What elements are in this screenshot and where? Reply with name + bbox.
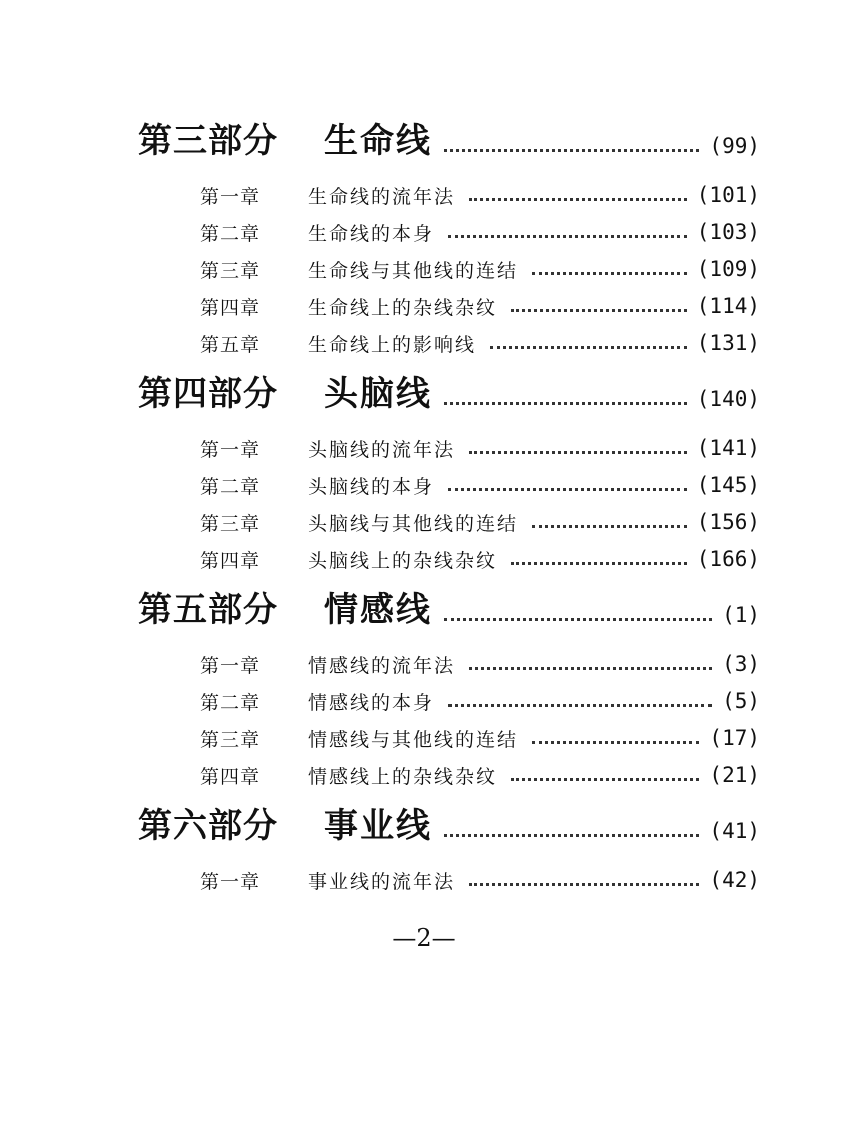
chapter-page-number: (3) (722, 652, 760, 676)
dot-leader (469, 198, 687, 201)
chapter-entry (138, 462, 760, 499)
chapter-label: 第三章 (200, 729, 261, 751)
chapter-page-number: (103) (696, 220, 760, 244)
chapter-entry (138, 499, 760, 536)
chapter-page-number: (156) (696, 510, 760, 534)
dot-leader (469, 883, 699, 886)
chapter-label: 第一章 (200, 655, 261, 677)
chapter-title: 事业线的流年法 (308, 871, 456, 893)
part-heading (138, 363, 760, 415)
part-heading (138, 110, 760, 162)
chapter-entry (138, 536, 760, 573)
part-label: 第三部分 (138, 121, 278, 161)
chapter-entry (138, 172, 760, 209)
chapter-page-number: (145) (696, 473, 760, 497)
chapter-title: 生命线上的影响线 (308, 334, 477, 356)
chapter-label: 第三章 (200, 513, 261, 535)
chapter-title: 情感线与其他线的连结 (308, 729, 519, 751)
chapter-page-number: (114) (696, 294, 760, 318)
dot-leader (532, 525, 687, 528)
chapter-label: 第一章 (200, 871, 261, 893)
dot-leader (511, 309, 687, 312)
chapter-label: 第五章 (200, 334, 261, 356)
part-page-number: (99) (709, 134, 760, 158)
dot-leader (444, 618, 712, 621)
dot-leader (448, 704, 712, 707)
chapter-entry (138, 320, 760, 357)
chapter-entry (138, 857, 760, 894)
part-title: 生命线 (324, 121, 432, 161)
part-page-number: (1) (722, 603, 760, 627)
chapter-label: 第三章 (200, 260, 261, 282)
chapter-entry (138, 283, 760, 320)
chapter-page-number: (101) (696, 183, 760, 207)
dot-leader (444, 834, 699, 837)
chapter-label: 第二章 (200, 692, 261, 714)
dot-leader (511, 562, 687, 565)
chapter-entry (138, 425, 760, 462)
chapter-label: 第四章 (200, 766, 261, 788)
chapter-entry (138, 246, 760, 283)
chapter-page-number: (141) (696, 436, 760, 460)
chapter-title: 情感线上的杂线杂纹 (308, 766, 498, 788)
chapter-title: 生命线上的杂线杂纹 (308, 297, 498, 319)
dot-leader (444, 402, 687, 405)
chapter-entry (138, 752, 760, 789)
dot-leader (448, 488, 687, 491)
chapter-entry (138, 209, 760, 246)
dot-leader (490, 346, 687, 349)
chapter-title: 头脑线上的杂线杂纹 (308, 550, 498, 572)
chapter-label: 第一章 (200, 439, 261, 461)
page-number: —2— (392, 924, 456, 952)
dot-leader (532, 741, 699, 744)
part-title: 情感线 (324, 590, 432, 630)
chapter-page-number: (166) (696, 547, 760, 571)
part-page-number: (140) (696, 387, 760, 411)
dot-leader (469, 451, 687, 454)
chapter-label: 第二章 (200, 476, 261, 498)
chapter-label: 第四章 (200, 297, 261, 319)
chapter-list (138, 641, 760, 789)
chapter-title: 头脑线的本身 (308, 476, 435, 498)
table-of-contents (138, 104, 760, 898)
part-heading (138, 795, 760, 847)
chapter-list (138, 172, 760, 357)
chapter-title: 头脑线的流年法 (308, 439, 456, 461)
part-title: 事业线 (324, 806, 432, 846)
chapter-entry (138, 641, 760, 678)
dot-leader (532, 272, 687, 275)
chapter-page-number: (131) (696, 331, 760, 355)
chapter-title: 情感线的流年法 (308, 655, 456, 677)
chapter-title: 情感线的本身 (308, 692, 435, 714)
part-page-number: (41) (709, 819, 760, 843)
chapter-title: 生命线的流年法 (308, 186, 456, 208)
chapter-page-number: (21) (709, 763, 760, 787)
chapter-label: 第一章 (200, 186, 261, 208)
chapter-title: 生命线的本身 (308, 223, 435, 245)
part-label: 第四部分 (138, 374, 278, 414)
part-heading (138, 579, 760, 631)
chapter-title: 头脑线与其他线的连结 (308, 513, 519, 535)
part-label: 第五部分 (138, 590, 278, 630)
chapter-page-number: (17) (709, 726, 760, 750)
chapter-list (138, 857, 760, 894)
dot-leader (448, 235, 687, 238)
chapter-entry (138, 715, 760, 752)
part-title: 头脑线 (324, 374, 432, 414)
chapter-page-number: (109) (696, 257, 760, 281)
chapter-list (138, 425, 760, 573)
chapter-label: 第四章 (200, 550, 261, 572)
chapter-label: 第二章 (200, 223, 261, 245)
dot-leader (511, 778, 699, 781)
dot-leader (444, 149, 699, 152)
dot-leader (469, 667, 712, 670)
chapter-title: 生命线与其他线的连结 (308, 260, 519, 282)
chapter-page-number: (5) (722, 689, 760, 713)
chapter-page-number: (42) (709, 868, 760, 892)
part-label: 第六部分 (138, 806, 278, 846)
chapter-entry (138, 678, 760, 715)
